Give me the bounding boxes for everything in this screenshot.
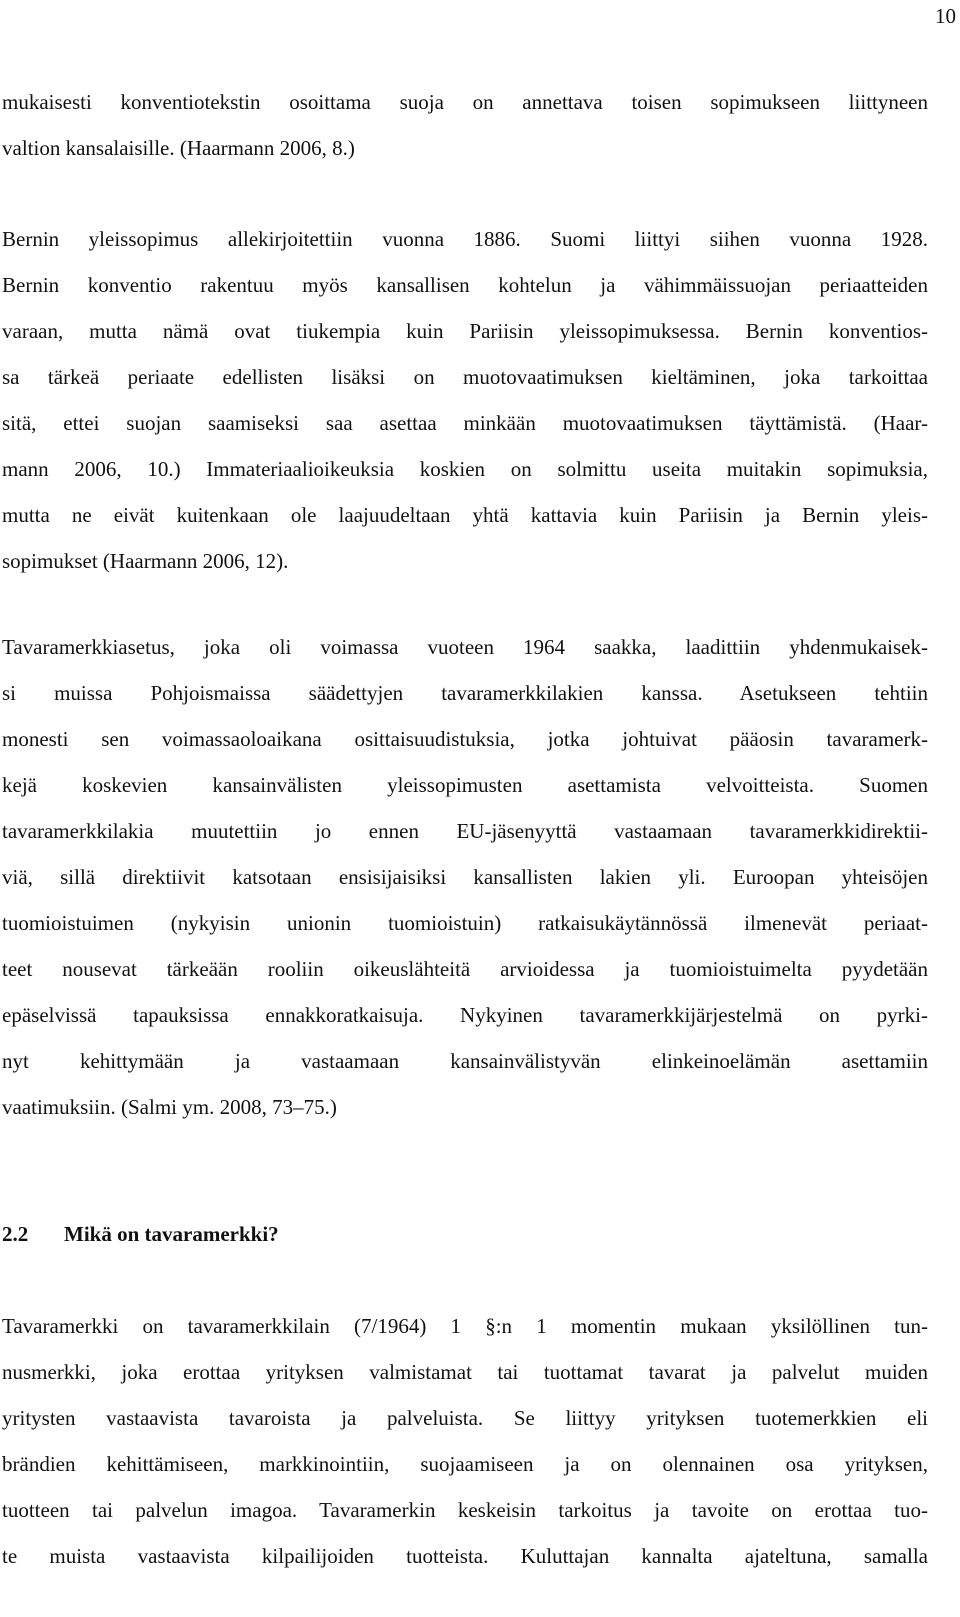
section-number: 2.2 [2,1222,29,1246]
text-line: sa tärkeä periaate edellisten lisäksi on muotovaatimuksen kieltäminen, joka tarkoittaa [2,365,928,389]
text-line: epäselvissä tapauksissa ennakkoratkaisuja. Nykyinen tavaramerkkijärjestelmä on pyrki- [2,1003,928,1027]
text-line: brändien kehittämiseen, markkinointiin, suojaamiseen ja on olennainen osa yrityksen, [2,1452,928,1476]
text-line: tavaramerkkilakia muutettiin jo ennen EU-jäsenyyttä vastaamaan tavaramerkkidirektii- [2,819,928,843]
text-line: Tavaramerkkiasetus, joka oli voimassa vuoteen 1964 saakka, laadittiin yhdenmukaisek- [2,635,928,659]
text-line: viä, sillä direktiivit katsotaan ensisijaisiksi kansallisten lakien yli. Euroopan yhteisöjen [2,865,928,889]
text-line: kejä koskevien kansainvälisten yleissopimusten asettamista velvoitteista. Suomen [2,773,928,797]
text-line: valtion kansalaisille. (Haarmann 2006, 8.) [2,136,355,160]
text-line: mutta ne eivät kuitenkaan ole laajuudeltaan yhtä kattavia kuin Pariisin ja Bernin yleis- [2,503,928,527]
text-line: sitä, ettei suojan saamiseksi saa asettaa minkään muotovaatimuksen täyttämistä. (Haar- [2,411,928,435]
text-line: mann 2006, 10.) Immateriaalioikeuksia koskien on solmittu useita muitakin sopimuksia, [2,457,928,481]
paragraph-3 [2,624,928,1130]
text-line: monesti sen voimassaoloaikana osittaisuudistuksia, jotka johtuivat pääosin tavaramerk- [2,727,928,751]
section-heading [2,1219,279,1249]
text-line: teet nousevat tärkeään rooliin oikeuslähteitä arvioidessa ja tuomioistuimelta pyydetään [2,957,928,981]
paragraph-4 [2,1303,928,1579]
text-line: Bernin yleissopimus allekirjoitettiin vuonna 1886. Suomi liittyi siihen vuonna 1928. [2,227,928,251]
text-line: si muissa Pohjoismaissa säädettyjen tavaramerkkilakien kanssa. Asetukseen tehtiin [2,681,928,705]
section-title: Mikä on tavaramerkki? [64,1222,279,1246]
text-line: varaan, mutta nämä ovat tiukempia kuin Pariisin yleissopimuksessa. Bernin konventios- [2,319,928,343]
page-number: 10 [935,4,956,28]
text-line: tuomioistuimen (nykyisin unionin tuomioistuin) ratkaisukäytännössä ilmenevät periaat- [2,911,928,935]
text-line: mukaisesti konventiotekstin osoittama suoja on annettava toisen sopimukseen liittyneen [2,90,928,114]
text-line: Bernin konventio rakentuu myös kansallisen kohtelun ja vähimmäissuojan periaatteiden [2,273,928,297]
text-line: nyt kehittymään ja vastaamaan kansainvälistyvän elinkeinoelämän asettamiin [2,1049,928,1073]
text-line: vaatimuksiin. (Salmi ym. 2008, 73–75.) [2,1095,337,1119]
text-line: te muista vastaavista kilpailijoiden tuotteista. Kuluttajan kannalta ajateltuna, samalla [2,1544,928,1568]
paragraph-1 [2,79,928,171]
paragraph-2 [2,216,928,584]
text-line: Tavaramerkki on tavaramerkkilain (7/1964) 1 §:n 1 momentin mukaan yksilöllinen tun- [2,1314,928,1338]
text-line: tuotteen tai palvelun imagoa. Tavaramerkin keskeisin tarkoitus ja tavoite on erottaa tuo- [2,1498,928,1522]
text-line: nusmerkki, joka erottaa yrityksen valmistamat tai tuottamat tavarat ja palvelut muiden [2,1360,928,1384]
text-line: sopimukset (Haarmann 2006, 12). [2,549,289,573]
text-line: yritysten vastaavista tavaroista ja palveluista. Se liittyy yrityksen tuotemerkkien eli [2,1406,928,1430]
